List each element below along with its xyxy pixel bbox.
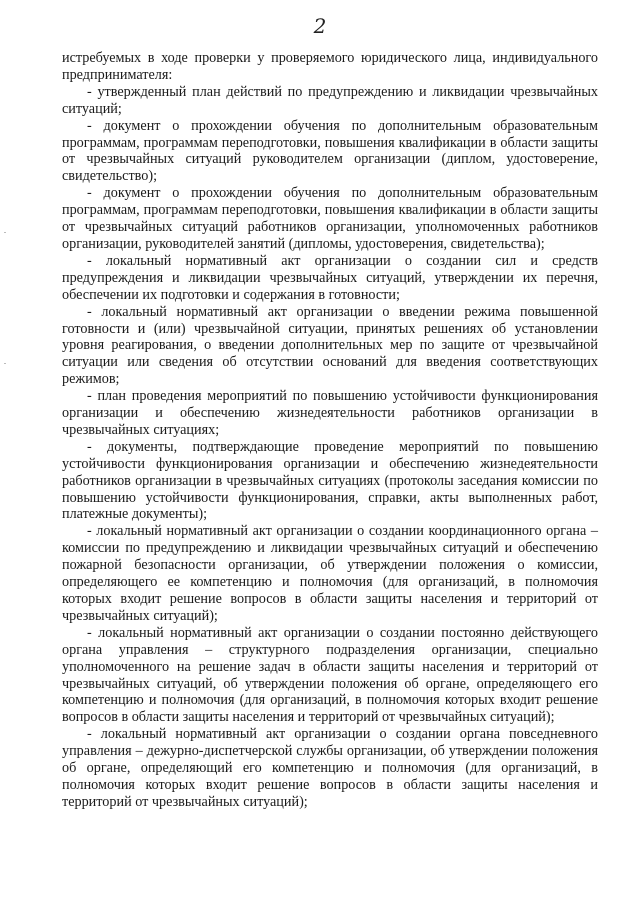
paragraph-item: - локальный нормативный акт организации о создании органа повседневного управления – дежурно-диспетчерской службы организации, об утверждении положения об органе, определяющий его компетенцию и полномочия (для организаций, в полномочия которых входит решение вопросов в области защиты населения и территорий от чрезвычайных ситуаций); (62, 726, 598, 810)
page-number: 2 (313, 14, 327, 38)
paragraph-item: - локальный нормативный акт организации о создании сил и средств предупреждения и ликвидации чрезвычайных ситуаций, утверждении их перечня, обеспечении их подготовки и содержания в готовности; (62, 252, 598, 303)
paragraph-item: - утвержденный план действий по предупреждению и ликвидации чрезвычайных ситуаций; (62, 83, 598, 117)
paragraph-item: - локальный нормативный акт организации о введении режима повышенной готовности и (или) чрезвычайной ситуации, принятых решениях об установлении уровня реагирования, о введении дополнительных мер по защите от чрезвычайной ситуации или сведения об отсутствии оснований для введения соответствующих режимов; (62, 303, 598, 388)
paragraph-item: - документ о прохождении обучения по дополнительным образовательным программам, программам переподготовки, повышения квалификации в области защиты от чрезвычайных ситуаций работников организации, уполномоченных работников организации, руководителей занятий (дипломы, удостоверения, свидетельства); (62, 185, 598, 252)
document-body (62, 50, 598, 811)
margin-mark (4, 363, 6, 364)
margin-mark (4, 232, 6, 233)
paragraph-item: - локальный нормативный акт организации о создании координационного органа – комиссии по предупреждению и ликвидации чрезвычайных ситуаций и обеспечению пожарной безопасности организации, об утверждении положения о комиссии, определяющего ее компетенцию и полномочия (для организаций, в полномочия которых входит решение вопросов в области защиты населения и территорий от чрезвычайных ситуаций); (62, 523, 598, 624)
paragraph-item: - план проведения мероприятий по повышению устойчивости функционирования организации и обеспечению жизнедеятельности работников организации в чрезвычайных ситуациях; (62, 388, 598, 438)
paragraph-item: - локальный нормативный акт организации о создании постоянно действующего органа управления – структурного подразделения организации, специально уполномоченного на решение задач в области защиты населения и территорий от чрезвычайных ситуаций, об утверждении положения об органе, определяющего его компетенцию и полномочия (для организаций, в полномочия которых входит решение вопросов в области защиты населения и территорий от чрезвычайных ситуаций); (62, 624, 598, 726)
paragraph-item: - документ о прохождении обучения по дополнительным образовательным программам, программам переподготовки, повышения квалификации в области защиты от чрезвычайных ситуаций руководителем организации (диплом, удостоверение, свидетельство); (62, 117, 598, 185)
paragraph-intro: истребуемых в ходе проверки у проверяемого юридического лица, индивидуального предпринимателя: (62, 50, 598, 83)
paragraph-item: - документы, подтверждающие проведение мероприятий по повышению устойчивости функционирования организации и обеспечению жизнедеятельности работников организации в чрезвычайных ситуациях (протоколы заседания комиссии по повышению устойчивости функционирования, справки, акты выполненных работ, платежные документы); (62, 438, 598, 523)
